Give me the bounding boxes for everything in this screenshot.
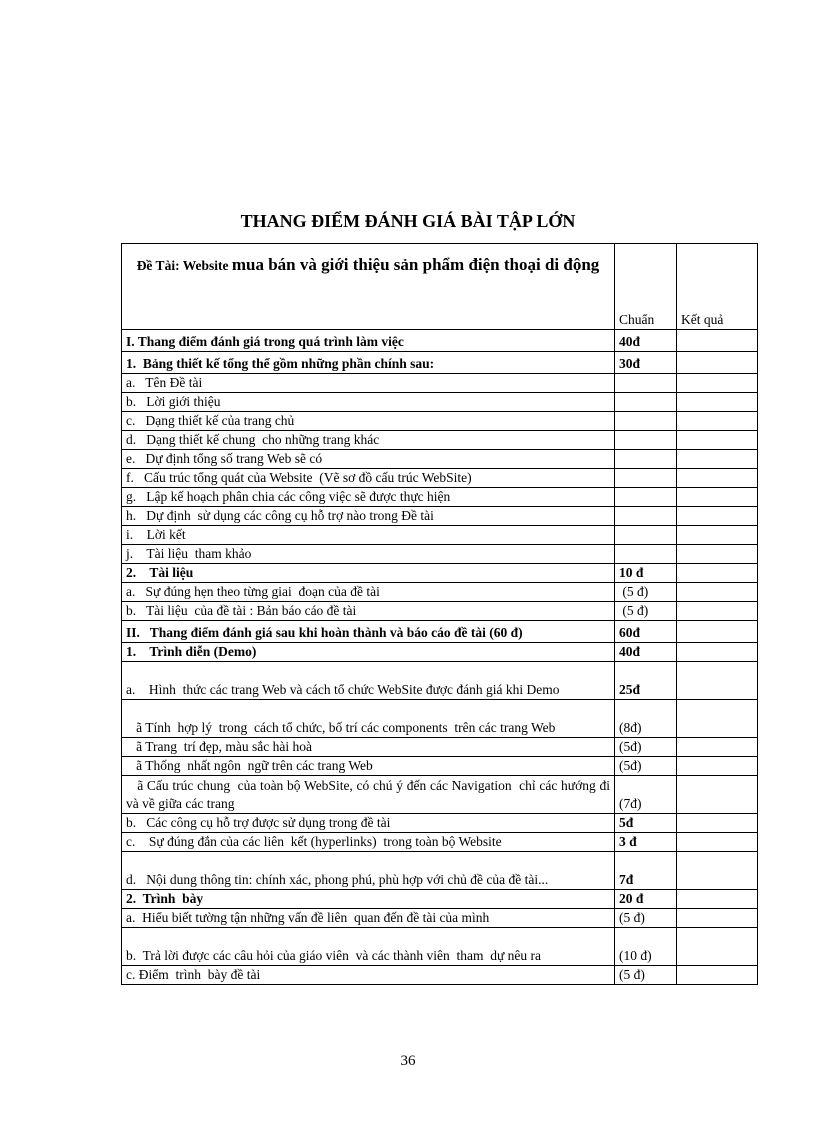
criterion-cell: 2. Trình bày — [122, 890, 615, 909]
result-cell[interactable] — [677, 833, 758, 852]
table-row — [122, 738, 758, 757]
table-row — [122, 330, 758, 352]
grading-table — [121, 243, 758, 985]
table-row — [122, 374, 758, 393]
standard-score-cell — [615, 374, 677, 393]
table-row — [122, 450, 758, 469]
criterion-cell: ã Cấu trúc chung của toàn bộ WebSite, có chú ý đến các Navigation chỉ các hướng đi và về giữa các trang — [122, 776, 615, 814]
document-title: THANG ĐIỂM ĐÁNH GIÁ BÀI TẬP LỚN — [240, 211, 576, 231]
criterion-cell: a. Tên Đề tài — [122, 374, 615, 393]
topic-main: mua bán và giới thiệu sản phẩm điện thoại di động — [231, 255, 600, 274]
result-cell[interactable] — [677, 374, 758, 393]
standard-score-cell: (8đ) — [615, 700, 677, 738]
result-cell[interactable] — [677, 621, 758, 643]
criterion-cell: a. Hình thức các trang Web và cách tổ chức WebSite được đánh giá khi Demo — [122, 662, 615, 700]
criterion-cell: e. Dự định tổng số trang Web sẽ có — [122, 450, 615, 469]
result-cell[interactable] — [677, 662, 758, 700]
standard-score-cell: (5 đ) — [615, 909, 677, 928]
result-cell[interactable] — [677, 643, 758, 662]
topic-cell — [122, 244, 615, 330]
standard-score-cell: (10 đ) — [615, 928, 677, 966]
standard-score-cell — [615, 526, 677, 545]
standard-score-cell: 5đ — [615, 814, 677, 833]
result-cell[interactable] — [677, 738, 758, 757]
table-row — [122, 564, 758, 583]
standard-score-cell: (5 đ) — [615, 966, 677, 985]
standard-score-cell: (5đ) — [615, 757, 677, 776]
result-cell[interactable] — [677, 602, 758, 621]
table-row — [122, 814, 758, 833]
criterion-cell: g. Lập kế hoạch phân chia các công việc sẽ được thực hiện — [122, 488, 615, 507]
standard-score-cell: 60đ — [615, 621, 677, 643]
result-cell[interactable] — [677, 700, 758, 738]
standard-score-cell — [615, 431, 677, 450]
standard-score-cell — [615, 412, 677, 431]
table-row — [122, 545, 758, 564]
result-cell[interactable] — [677, 909, 758, 928]
table-row — [122, 352, 758, 374]
result-cell[interactable] — [677, 352, 758, 374]
table-row — [122, 621, 758, 643]
table-row — [122, 776, 758, 814]
standard-score-cell — [615, 393, 677, 412]
standard-score-cell: 40đ — [615, 643, 677, 662]
page-number: 36 — [400, 1053, 416, 1069]
table-row — [122, 488, 758, 507]
result-cell[interactable] — [677, 814, 758, 833]
table-row — [122, 412, 758, 431]
criterion-cell: b. Tài liệu của đề tài : Bản báo cáo đề tài — [122, 602, 615, 621]
result-cell[interactable] — [677, 966, 758, 985]
criterion-cell: d. Dạng thiết kế chung cho những trang khác — [122, 431, 615, 450]
result-cell[interactable] — [677, 488, 758, 507]
result-cell[interactable] — [677, 776, 758, 814]
result-cell[interactable] — [677, 469, 758, 488]
criterion-cell: II. Thang điểm đánh giá sau khi hoàn thành và báo cáo đề tài (60 đ) — [122, 621, 615, 643]
table-row — [122, 757, 758, 776]
table-row — [122, 890, 758, 909]
table-row — [122, 431, 758, 450]
standard-score-cell — [615, 488, 677, 507]
criterion-cell: 1. Bảng thiết kế tổng thể gồm những phần chính sau: — [122, 352, 615, 374]
result-cell[interactable] — [677, 507, 758, 526]
table-row — [122, 852, 758, 890]
table-row — [122, 928, 758, 966]
standard-score-cell: 25đ — [615, 662, 677, 700]
column-header-standard: Chuẩn — [615, 244, 677, 330]
standard-score-cell: 7đ — [615, 852, 677, 890]
criterion-cell: j. Tài liệu tham khảo — [122, 545, 615, 564]
table-row — [122, 469, 758, 488]
table-row — [122, 966, 758, 985]
result-cell[interactable] — [677, 852, 758, 890]
table-row — [122, 583, 758, 602]
table-row — [122, 393, 758, 412]
table-row — [122, 662, 758, 700]
standard-score-cell — [615, 450, 677, 469]
standard-score-cell: 20 đ — [615, 890, 677, 909]
criterion-cell: c. Sự đúng đắn của các liên kết (hyperlinks) trong toàn bộ Website — [122, 833, 615, 852]
standard-score-cell: (7đ) — [615, 776, 677, 814]
standard-score-cell — [615, 507, 677, 526]
table-header-row — [122, 244, 758, 330]
standard-score-cell: (5 đ) — [615, 583, 677, 602]
standard-score-cell: 10 đ — [615, 564, 677, 583]
table-row — [122, 602, 758, 621]
result-cell[interactable] — [677, 393, 758, 412]
criterion-cell: ã Thống nhất ngôn ngữ trên các trang Web — [122, 757, 615, 776]
criterion-cell: i. Lời kết — [122, 526, 615, 545]
criterion-cell: I. Thang điểm đánh giá trong quá trình làm việc — [122, 330, 615, 352]
result-cell[interactable] — [677, 564, 758, 583]
result-cell[interactable] — [677, 890, 758, 909]
criterion-cell: ã Trang trí đẹp, màu sắc hài hoà — [122, 738, 615, 757]
result-cell[interactable] — [677, 330, 758, 352]
criterion-cell: 2. Tài liệu — [122, 564, 615, 583]
column-header-result: Kết quả — [677, 244, 758, 330]
criterion-cell: a. Hiểu biết tường tận những vấn đề liên quan đến đề tài của mình — [122, 909, 615, 928]
topic-prefix: Đề Tài: Website — [136, 258, 232, 273]
result-cell[interactable] — [677, 928, 758, 966]
criterion-cell: c. Điểm trình bày đề tài — [122, 966, 615, 985]
criterion-cell: b. Lời giới thiệu — [122, 393, 615, 412]
criterion-cell: a. Sự đúng hẹn theo từng giai đoạn của đề tài — [122, 583, 615, 602]
standard-score-cell — [615, 545, 677, 564]
result-cell[interactable] — [677, 450, 758, 469]
result-cell[interactable] — [677, 757, 758, 776]
criterion-cell: h. Dự định sử dụng các công cụ hỗ trợ nào trong Đề tài — [122, 507, 615, 526]
standard-score-cell: 3 đ — [615, 833, 677, 852]
criterion-cell: 1. Trình diễn (Demo) — [122, 643, 615, 662]
standard-score-cell: 40đ — [615, 330, 677, 352]
table-row — [122, 909, 758, 928]
standard-score-cell — [615, 469, 677, 488]
result-cell[interactable] — [677, 526, 758, 545]
criterion-cell: ã Tính hợp lý trong cách tổ chức, bố trí các components trên các trang Web — [122, 700, 615, 738]
table-row — [122, 526, 758, 545]
table-row — [122, 507, 758, 526]
result-cell[interactable] — [677, 431, 758, 450]
result-cell[interactable] — [677, 583, 758, 602]
standard-score-cell: (5đ) — [615, 738, 677, 757]
table-row — [122, 833, 758, 852]
result-cell[interactable] — [677, 412, 758, 431]
criterion-cell: d. Nội dung thông tin: chính xác, phong phú, phù hợp với chủ đề của đề tài... — [122, 852, 615, 890]
table-row — [122, 700, 758, 738]
criterion-cell: b. Trả lời được các câu hỏi của giáo viên và các thành viên tham dự nêu ra — [122, 928, 615, 966]
criterion-cell: c. Dạng thiết kế của trang chủ — [122, 412, 615, 431]
standard-score-cell: (5 đ) — [615, 602, 677, 621]
standard-score-cell: 30đ — [615, 352, 677, 374]
table-row — [122, 643, 758, 662]
result-cell[interactable] — [677, 545, 758, 564]
criterion-cell: f. Cấu trúc tổng quát của Website (Vẽ sơ đồ cấu trúc WebSite) — [122, 469, 615, 488]
criterion-cell: b. Các công cụ hỗ trợ được sử dụng trong đề tài — [122, 814, 615, 833]
